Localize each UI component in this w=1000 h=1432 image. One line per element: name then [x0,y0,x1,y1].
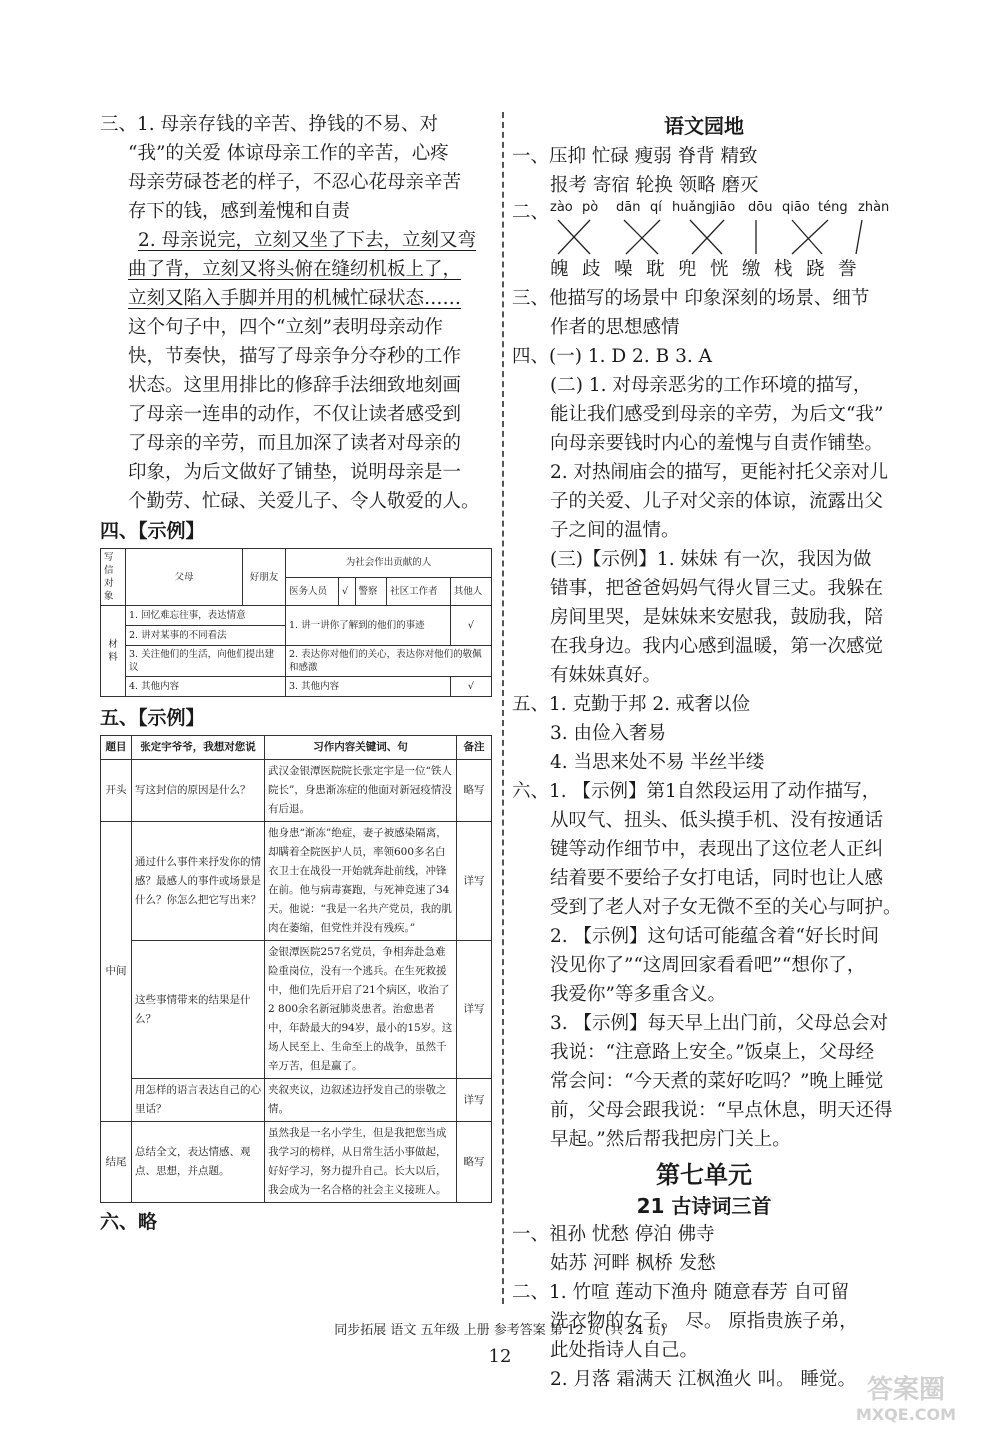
answer-3-line: 三、1. 母亲存钱的辛苦、挣钱的不易、对 [100,114,439,135]
character: 耽 [646,259,665,280]
pinyin-matching [512,200,896,256]
svg-text:答案圈: 答案圈 [866,1375,946,1405]
answer-line: 3. 由俭入奢易 [550,723,667,744]
table-row [101,760,492,822]
answer-3-line: 存下的钱，感到羞愧和自责 [128,201,351,222]
table-cell: 医务人员 [286,577,339,606]
answer-3-line: 母亲劳碌苍老的样子，不忍心花母亲辛苦 [128,172,462,193]
answer-3-quote-line: 立刻又陷入手脚并用的机械忙碌状态…… [128,288,462,309]
table-cell: 总结全文，表达情感、观点、思想，并点题。 [132,1122,265,1203]
table-cell: 详写 [457,1079,492,1122]
column-divider [502,112,504,1304]
character: 恍 [710,259,729,280]
answer-3-analysis-line: 个勤劳、忙碌、关爱儿子、令人敬爱的人。 [128,491,480,512]
answer-line: 错事，把爸爸妈妈气得火冒三丈。我躲在 [550,578,884,599]
answer-line: 一、压抑 忙碌 瘦弱 脊背 精致 [512,146,758,167]
table-cell: 父母 [126,549,243,606]
table-cell: 4. 其他内容 [126,677,286,697]
answer-line: 我爱你”等多重含义。 [550,984,726,1005]
answer-line: 姑苏 河畔 枫桥 发愁 [550,1253,716,1274]
table-cell: 写信对象 [101,549,126,606]
answer-line: 键等动作细节中，表现出了这位老人正纠 [550,839,884,860]
table-cell: 略写 [457,760,492,822]
table-row [101,1122,492,1203]
pinyin-label: qí [650,200,662,215]
table-cell: 中间 [101,822,132,1122]
table-cell: 警察 [355,577,387,606]
table-header: 题目 [101,736,132,760]
table-cell: 为社会作出贡献的人 [286,549,492,578]
page-number: 12 [488,1346,512,1367]
answer-3-analysis-line: 印象，为后文做好了铺垫，说明母亲是一 [128,462,462,483]
answer-line: 一、祖孙 忧愁 停泊 佛寺 [512,1224,715,1245]
left-column [100,110,492,1237]
answer-line: 二、1. 竹喧 莲动下渔舟 随意春芳 自可留 [512,1282,850,1303]
answer-line: 没见你了”“这周回家看看吧”“想你了， [550,955,866,976]
table-cell: 好朋友 [243,549,286,606]
character: 噪 [614,259,633,280]
answer-3-analysis-line: 快，节奏快，描写了母亲争分夺秒的工作 [128,346,462,367]
answer-label: 二、 [512,202,550,223]
table-row [101,1079,492,1122]
table-cell: 他身患“渐冻”绝症，妻子被感染隔离，却瞒着全院医护人员，率领600多名白衣卫士在战役一开始就奔赴前线，冲锋在前。他与病毒赛跑，与死神竞速了34天。他说：“我是一名共产党员，我的肌肉在萎缩，但党性并没有残疾。” [265,822,457,941]
writing-target-table [100,548,492,697]
character: 兜 [678,259,697,280]
lesson-title: 21 古诗词三首 [636,1194,772,1218]
table-cell: 写这封信的原因是什么？ [132,760,265,822]
answer-line: 我说：“注意路上安全。”饭桌上，父母经 [550,1042,875,1063]
table-cell: 通过什么事件来抒发你的情感？最感人的事件或场景是什么？你怎么把它写出来？ [132,822,265,941]
answer-line: 六、1. 【示例】第1自然段运用了动作描写， [512,781,881,802]
answer-line: 4. 当思来处不易 半丝半缕 [550,752,765,773]
table-header: 习作内容关键词、句 [265,736,457,760]
table-cell: 1. 讲一讲你了解到的他们的事迹 [286,606,451,646]
answer-line: 房间里哭，是妹妹来安慰我，鼓励我，陪 [550,607,884,628]
table-header: 张定宇爷爷，我想对您说 [132,736,265,760]
table-cell: 略写 [457,1122,492,1203]
answer-line: 早起。”然后帮我把房门关上。 [550,1129,791,1150]
answer-line: 有妹妹真好。 [550,665,662,686]
answer-line: (二) 1. 对母亲恶劣的工作环境的描写， [550,375,872,396]
matching-lines [542,218,892,258]
character-row [512,256,896,284]
pinyin-label: zhàn [858,200,890,215]
character: 栈 [774,259,793,280]
pinyin-label: dān [616,200,641,215]
pinyin-label: dōu [748,200,773,215]
section-5-heading: 五、【示例】 [100,707,205,729]
table-cell: 虽然我是一名小学生，但是我把您当成我学习的榜样，从日常生活小事做起，好好学习，努力提升自己。长大以后，我会成为一名合格的社会主义接班人。 [265,1122,457,1203]
character: 跷 [806,259,825,280]
table-cell: 结尾 [101,1122,132,1203]
pinyin-label: zào [550,200,573,215]
answer-3-analysis-line: 状态。这里用排比的修辞手法细致地刻画 [128,375,462,396]
page-footer: 同步拓展 语文 五年级 上册 参考答案 第 12 页 (共 24 页) [334,1323,666,1338]
answer-3-line: “我”的关爱 体谅母亲工作的辛苦，心疼 [128,143,449,164]
answer-line: 结着要不要给子女打电话，同时也让人感 [550,868,884,889]
answer-line: 2. 月落 霜满天 江枫渔火 叫。 睡觉。 [550,1369,857,1390]
table-row [101,941,492,1079]
check-mark: √ [450,606,491,646]
table-cell: 开头 [101,760,132,822]
table-cell: 其他人 [450,577,491,606]
table-cell: 详写 [457,941,492,1079]
answer-3-analysis-line: 这个句子中，四个“立刻”表明母亲动作 [128,317,443,338]
answer-line: 五、1. 克勤于邦 2. 戒奢以俭 [512,694,750,715]
table-cell: 1. 回忆难忘往事，表达情意 [126,606,286,626]
check-mark: √ [450,677,491,697]
table-cell: 3. 其他内容 [286,677,451,697]
answer-3-quote-line: 2. 母亲说完，立刻又坐了下去，立刻又弯 [138,230,477,251]
table-row [101,822,492,941]
table-cell: 3. 关注他们的生活，向他们提出建议 [126,646,286,677]
pinyin-label: jiāo [712,200,736,215]
answer-line: 常会问：“今天煮的菜好吃吗？”晚上睡觉 [550,1071,884,1092]
answer-line: 在我身边。我内心感到温暖，第一次感觉 [550,636,884,657]
answer-line: 子的关爱、儿子对父亲的体谅，流露出父 [550,491,884,512]
answer-line: (三)【示例】1. 妹妹 有一次，我因为做 [550,549,872,570]
answer-line: 从叹气、扭头、低头摸手机、没有按通话 [550,810,884,831]
answer-line: 子之间的温情。 [550,520,680,541]
right-column [512,110,902,1394]
pinyin-label: huǎng [672,200,713,215]
svg-text:MXQE.COM: MXQE.COM [855,1405,957,1424]
table-cell: 2. 讲对某事的不同看法 [126,626,286,646]
table-cell: 2. 表达你对他们的关心，表达你对他们的敬佩和感激 [286,646,492,677]
answer-line: 三、他描写的场景中 印象深刻的场景、细节 [512,288,870,309]
table-cell: 社区工作者 [387,577,451,606]
character: 誊 [838,259,857,280]
unit-title: 第七单元 [656,1161,752,1189]
watermark-logo [826,1366,986,1426]
letter-plan-table [100,735,492,1203]
section-4-heading: 四、【示例】 [100,520,205,542]
answer-line: 能让我们感受到母亲的辛劳，为后文“我” [550,404,884,425]
answer-line: 此处指诗人自己。 [550,1340,699,1361]
section-title: 语文园地 [664,114,744,138]
answer-3-analysis-line: 了母亲的辛劳，而且加深了读者对母亲的 [128,433,462,454]
pinyin-label: qiāo [782,200,810,215]
table-cell: 用怎样的语言表达自己的心里话？ [132,1079,265,1122]
table-cell: 材料 [101,606,126,697]
answer-line: 向母亲要钱时内心的羞愧与自责作铺垫。 [550,433,884,454]
pinyin-label: pò [582,200,599,215]
table-cell: √ [338,577,355,606]
character: 缴 [742,259,761,280]
answer-3-analysis-line: 了母亲一连串的动作，不仅让读者感受到 [128,404,462,425]
character: 魄 [550,259,569,280]
answer-line: 受到了老人对子女无微不至的关心与呵护。 [550,897,902,918]
answer-line: 2. 对热闹庙会的描写，更能衬托父亲对儿 [550,462,889,483]
answer-line: 2. 【示例】这句话可能蕴含着“好长时间 [550,926,879,947]
answer-line: 3. 【示例】每天早上出门前，父母总会对 [550,1013,889,1034]
table-cell: 武汉金银潭医院院长张定宇是一位“铁人院长”，身患渐冻症的他面对新冠疫情没有后退。 [265,760,457,822]
table-cell: 金银潭医院257名党员，争相奔赴急难险重岗位，没有一个逃兵。在生死救援中，他们先后开启了21个病区，收治了2 800余名新冠肺炎患者。治愈患者中，年龄最大的94岁，最小的15岁。这场人民至上、生命至上的战争，虽然千辛万苦，但是赢了。 [265,941,457,1079]
table-cell: 这些事情带来的结果是什么？ [132,941,265,1079]
section-6-heading: 六、略 [100,1211,158,1233]
table-header: 备注 [457,736,492,760]
answer-line: 洗衣物的女子。 尽。 原指贵族子弟， [550,1311,858,1332]
answer-line: 前，父母会跟我说：“早点休息，明天还得 [550,1100,893,1121]
answer-line: 作者的思想感情 [550,317,680,338]
answer-3-quote-line: 曲了背，立刻又将头俯在缝纫机板上了， [128,259,462,280]
table-cell: 详写 [457,822,492,941]
answer-line: 四、(一) 1. D 2. B 3. A [512,346,712,367]
answer-line: 报考 寄宿 轮换 领略 磨灭 [550,175,759,196]
pinyin-label: téng [818,200,848,215]
table-cell: 夹叙夹议，边叙述边抒发自己的崇敬之情。 [265,1079,457,1122]
character: 歧 [582,259,601,280]
